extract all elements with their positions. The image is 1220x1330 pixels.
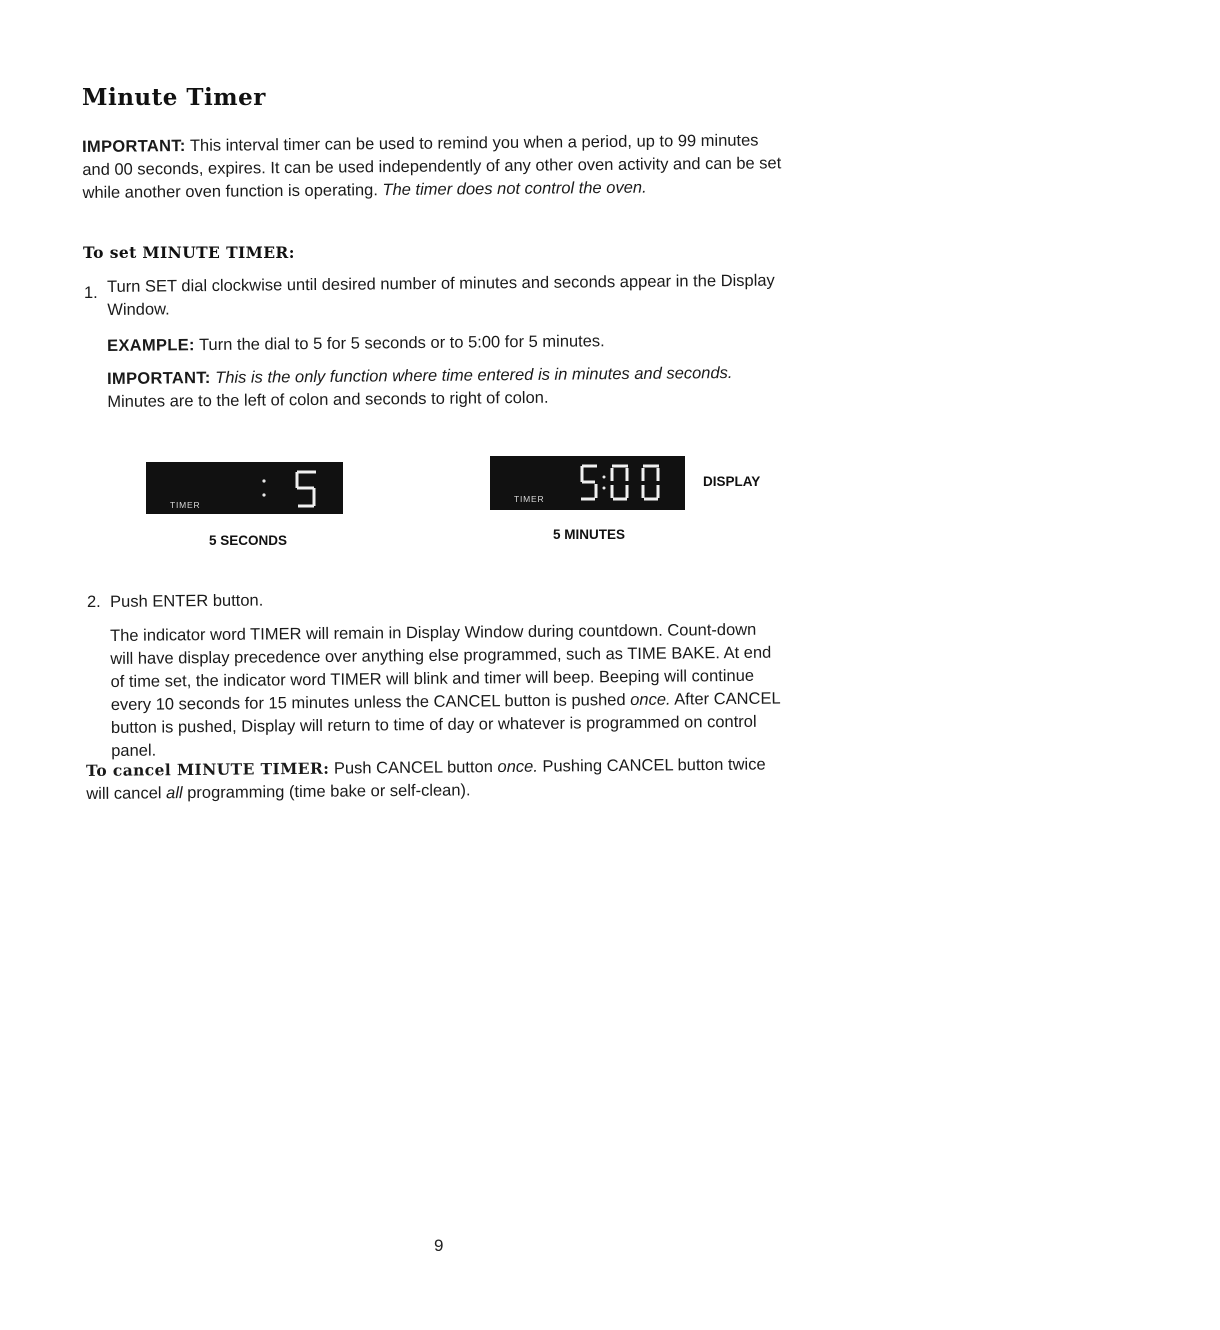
important-note-italic: This is the only function where time entered is in minutes and seconds. — [210, 363, 733, 388]
seven-segment-readout — [490, 456, 685, 510]
important-note-paragraph — [107, 361, 787, 414]
caption-5-minutes: 5 MINUTES — [553, 527, 626, 542]
display-5-minutes — [490, 456, 685, 510]
countdown-text-b: After CANCEL button is pushed, Display will return to time of day or whatever is programmed on control panel. — [110, 689, 781, 760]
countdown-paragraph — [110, 619, 783, 763]
display-callout: DISPLAY — [703, 474, 761, 489]
cancel-text-c: programming (time bake or self-clean). — [182, 781, 471, 803]
cancel-text-a: Push CANCEL button — [329, 758, 498, 778]
caption-5-seconds: 5 SECONDS — [209, 533, 288, 548]
intro-italic-note: The timer does not control the oven. — [382, 178, 647, 200]
step2-text: Push ENTER button. — [110, 591, 264, 611]
page-number: 9 — [434, 1236, 444, 1255]
intro-text: This interval timer can be used to remind you when a period, up to 99 minutes and 00 seconds, expires. It can be used independently of any other oven activity and can be set while another oven function is operating. — [82, 131, 782, 202]
example-text: Turn the dial to 5 for 5 seconds or to 5:00 for 5 minutes. — [194, 332, 605, 355]
step1-number: 1. — [84, 284, 98, 302]
important-note-label: IMPORTANT: — [107, 369, 211, 388]
cancel-italic-all: all — [166, 784, 183, 803]
countdown-text-a: The indicator word TIMER will remain in Display Window during countdown. Count-down will have display precedence over anything else programmed, such as TIME BAKE. At end of time set, the indicator word TIMER will blink and timer will beep. Beeping will continue every 10 seconds for 15 minutes unless the CANCEL button is pushed — [110, 620, 772, 714]
example-paragraph — [107, 328, 787, 358]
timer-indicator: TIMER — [170, 500, 201, 510]
page-title: Minute Timer — [82, 84, 266, 111]
countdown-italic-once: once. — [630, 690, 671, 710]
step2-number: 2. — [87, 593, 101, 611]
set-timer-heading: To set MINUTE TIMER: — [83, 243, 295, 262]
important-label: IMPORTANT: — [82, 137, 186, 156]
timer-indicator: TIMER — [514, 494, 545, 504]
step1-text: Turn SET dial clockwise until desired number of minutes and seconds appear in the Display Window. — [107, 271, 775, 319]
important-note-text: Minutes are to the left of colon and seconds to right of colon. — [107, 388, 549, 411]
cancel-heading: To cancel MINUTE TIMER: — [86, 758, 330, 780]
intro-paragraph — [82, 129, 783, 205]
cancel-paragraph — [86, 752, 786, 806]
display-5-seconds — [146, 462, 343, 514]
example-label: EXAMPLE: — [107, 336, 195, 355]
cancel-italic-once: once. — [497, 757, 538, 777]
seven-segment-readout — [146, 462, 343, 514]
cancel-text-b: Pushing CANCEL button twice will cancel — [86, 755, 766, 803]
